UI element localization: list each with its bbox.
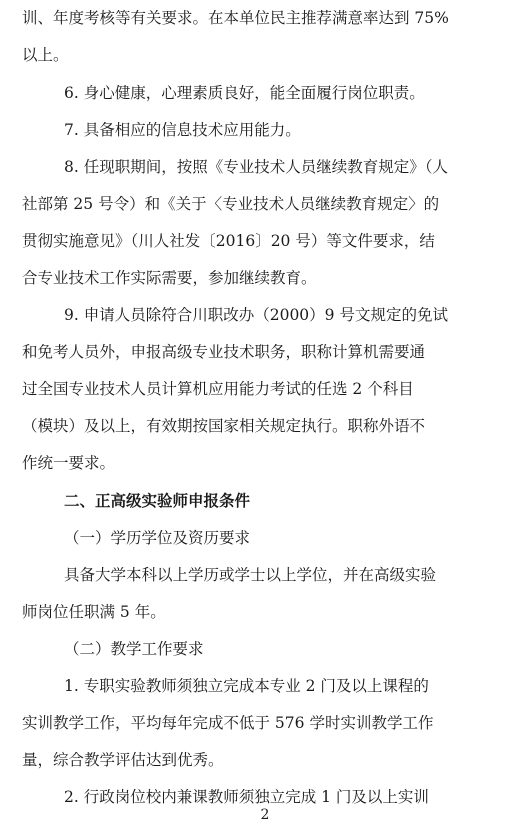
text-line-16: 具备大学本科以上学历或学士以上学位，并在高级实验 [64, 566, 437, 584]
text-line-10: 和免考人员外，申报高级专业技术职务，职称计算机需要通 [22, 343, 426, 361]
text-line-8: 合专业技术工作实际需要，参加继续教育。 [22, 269, 317, 287]
text-line-4: 7. 具备相应的信息技术应用能力。 [64, 121, 301, 139]
text-line-6: 社部第 25 号令）和《关于〈专业技术人员继续教育规定〉的 [22, 195, 440, 213]
subsection-heading-1: （一）学历学位及资历要求 [64, 529, 251, 547]
text-line-22: 2. 行政岗位校内兼课教师须独立完成 1 门及以上实训 [64, 788, 429, 806]
text-line-11: 过全国专业技术人员计算机应用能力考试的任选 2 个科目 [22, 380, 414, 398]
section-heading: 二、正高级实验师申报条件 [64, 492, 251, 510]
subsection-heading-2: （二）教学工作要求 [64, 640, 204, 658]
text-line-7: 贯彻实施意见》（川人社发〔2016〕20 号）等文件要求，结 [22, 232, 435, 250]
text-line-19: 1. 专职实验教师须独立完成本专业 2 门及以上课程的 [64, 677, 429, 695]
text-line-3: 6. 身心健康，心理素质良好，能全面履行岗位职责。 [64, 84, 425, 102]
text-line-21: 量，综合教学评估达到优秀。 [22, 751, 224, 769]
text-line-20: 实训教学工作，平均每年完成不低于 576 学时实训教学工作 [22, 714, 434, 732]
text-line-2: 以上。 [22, 46, 69, 64]
text-line-17: 师岗位任职满 5 年。 [22, 603, 166, 621]
text-line-12: （模块）及以上，有效期按国家相关规定执行。职称外语不 [22, 417, 426, 435]
text-line-5: 8. 任现职期间，按照《专业技术人员继续教育规定》（人 [64, 158, 448, 176]
text-line-1: 训、年度考核等有关要求。在本单位民主推荐满意率达到 75% [22, 9, 449, 27]
page-number: 2 [260, 807, 270, 823]
text-line-13: 作统一要求。 [22, 454, 116, 472]
text-line-9: 9. 申请人员除符合川职改办（2000）9 号文规定的免试 [64, 306, 448, 324]
